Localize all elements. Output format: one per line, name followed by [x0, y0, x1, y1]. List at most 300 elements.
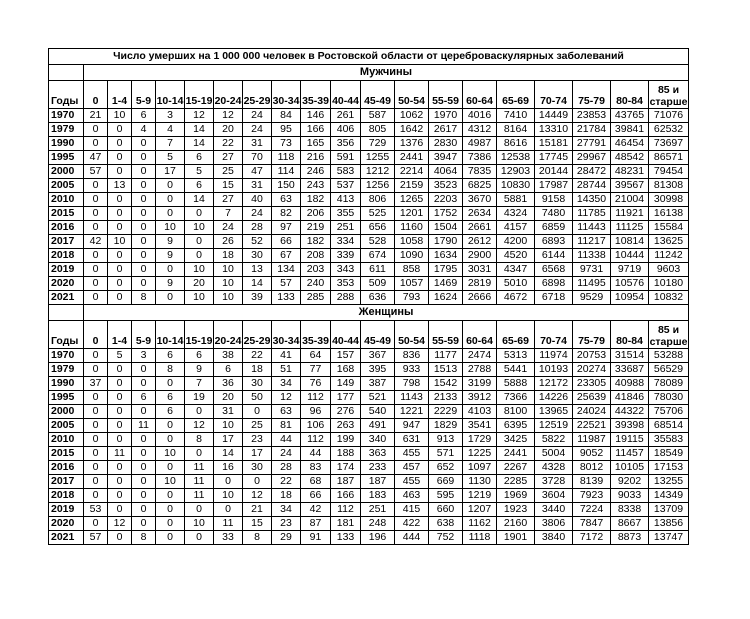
value-cell: 0: [214, 503, 243, 517]
value-cell: 174: [331, 461, 361, 475]
value-cell: 12: [108, 517, 132, 531]
value-cell: 10: [185, 291, 214, 305]
value-cell: 674: [361, 249, 395, 263]
value-cell: 14226: [535, 391, 573, 405]
value-cell: 68: [301, 475, 331, 489]
value-cell: 22: [272, 475, 301, 489]
value-cell: 21: [84, 109, 108, 123]
value-cell: 0: [108, 207, 132, 221]
value-cell: 9052: [573, 447, 611, 461]
value-cell: 10: [156, 447, 185, 461]
value-cell: 0: [132, 221, 156, 235]
value-cell: 203: [301, 263, 331, 277]
table-row: [49, 207, 689, 221]
year-column-header: Годы: [49, 321, 84, 349]
table-row: [49, 531, 689, 545]
value-cell: 11242: [649, 249, 689, 263]
value-cell: 81: [272, 419, 301, 433]
year-cell: 2020: [49, 517, 84, 531]
value-cell: 413: [331, 193, 361, 207]
value-cell: 1795: [429, 263, 463, 277]
value-cell: 10: [156, 475, 185, 489]
table-row: [49, 277, 689, 291]
value-cell: 1729: [463, 433, 497, 447]
table-row: [49, 263, 689, 277]
value-cell: 455: [395, 475, 429, 489]
value-cell: 8: [132, 291, 156, 305]
value-cell: 652: [429, 461, 463, 475]
age-group-header: 35-39: [301, 321, 331, 349]
value-cell: 3947: [429, 151, 463, 165]
table-row: [49, 461, 689, 475]
value-cell: 10: [108, 109, 132, 123]
value-cell: 0: [156, 193, 185, 207]
value-cell: 87: [301, 517, 331, 531]
value-cell: 15: [214, 179, 243, 193]
value-cell: 2441: [395, 151, 429, 165]
value-cell: 20: [214, 391, 243, 405]
value-cell: 84: [272, 109, 301, 123]
value-cell: 11457: [611, 447, 649, 461]
value-cell: 0: [108, 391, 132, 405]
value-cell: 17745: [535, 151, 573, 165]
value-cell: 10: [185, 517, 214, 531]
year-cell: 2000: [49, 165, 84, 179]
value-cell: 2634: [463, 207, 497, 221]
value-cell: 166: [301, 123, 331, 137]
age-group-header: 45-49: [361, 81, 395, 109]
value-cell: 1219: [463, 489, 497, 503]
value-cell: 196: [361, 531, 395, 545]
value-cell: 28: [272, 461, 301, 475]
value-cell: 12: [185, 109, 214, 123]
value-cell: 0: [185, 531, 214, 545]
value-cell: 4520: [497, 249, 535, 263]
value-cell: 78089: [649, 377, 689, 391]
value-cell: 14: [185, 123, 214, 137]
value-cell: 4324: [497, 207, 535, 221]
value-cell: 1090: [395, 249, 429, 263]
value-cell: 0: [185, 235, 214, 249]
value-cell: 406: [331, 123, 361, 137]
header-row: [49, 321, 689, 349]
value-cell: 0: [108, 137, 132, 151]
value-cell: 11: [214, 517, 243, 531]
age-group-header: 80-84: [611, 321, 649, 349]
value-cell: 2900: [463, 249, 497, 263]
value-cell: 0: [108, 123, 132, 137]
value-cell: 10: [214, 489, 243, 503]
value-cell: 11: [185, 461, 214, 475]
value-cell: 0: [84, 193, 108, 207]
year-cell: 1995: [49, 391, 84, 405]
value-cell: 14349: [649, 489, 689, 503]
table-row: [49, 193, 689, 207]
value-cell: 208: [301, 249, 331, 263]
value-cell: 182: [301, 235, 331, 249]
year-cell: 1970: [49, 109, 84, 123]
value-cell: 177: [331, 391, 361, 405]
year-cell: 1979: [49, 123, 84, 137]
value-cell: 288: [331, 291, 361, 305]
value-cell: 57: [84, 165, 108, 179]
value-cell: 10: [108, 235, 132, 249]
value-cell: 251: [361, 503, 395, 517]
value-cell: 248: [361, 517, 395, 531]
value-cell: 183: [361, 489, 395, 503]
value-cell: 15181: [535, 137, 573, 151]
value-cell: 44322: [611, 405, 649, 419]
value-cell: 63: [272, 193, 301, 207]
year-column-header: Годы: [49, 81, 84, 109]
value-cell: 5: [108, 349, 132, 363]
value-cell: 0: [84, 517, 108, 531]
value-cell: 0: [84, 249, 108, 263]
value-cell: 18: [243, 363, 272, 377]
age-group-header: 35-39: [301, 81, 331, 109]
value-cell: 0: [132, 165, 156, 179]
value-cell: 86571: [649, 151, 689, 165]
value-cell: 25639: [573, 391, 611, 405]
value-cell: 9: [156, 277, 185, 291]
value-cell: 31: [243, 137, 272, 151]
value-cell: 3199: [463, 377, 497, 391]
value-cell: 12519: [535, 419, 573, 433]
value-cell: 5888: [497, 377, 535, 391]
year-cell: 2017: [49, 475, 84, 489]
value-cell: 0: [132, 193, 156, 207]
value-cell: 75706: [649, 405, 689, 419]
value-cell: 355: [331, 207, 361, 221]
value-cell: 0: [84, 263, 108, 277]
value-cell: 0: [108, 475, 132, 489]
age-group-header: 1-4: [108, 321, 132, 349]
value-cell: 5: [156, 151, 185, 165]
value-cell: 7480: [535, 207, 573, 221]
table-row: [49, 165, 689, 179]
value-cell: 6: [185, 179, 214, 193]
value-cell: 0: [132, 433, 156, 447]
table-row: [49, 405, 689, 419]
value-cell: 1255: [361, 151, 395, 165]
value-cell: 19: [185, 391, 214, 405]
value-cell: 0: [156, 419, 185, 433]
age-group-header: 5-9: [132, 321, 156, 349]
value-cell: 134: [272, 263, 301, 277]
value-cell: 112: [331, 503, 361, 517]
value-cell: 36: [214, 377, 243, 391]
value-cell: 219: [301, 221, 331, 235]
value-cell: 0: [108, 277, 132, 291]
value-cell: 6859: [535, 221, 573, 235]
section-spacer-cell: [49, 65, 84, 81]
value-cell: 0: [132, 489, 156, 503]
value-cell: 26: [214, 235, 243, 249]
value-cell: 12: [243, 489, 272, 503]
value-cell: 41846: [611, 391, 649, 405]
value-cell: 2203: [429, 193, 463, 207]
value-cell: 540: [361, 405, 395, 419]
value-cell: 17: [214, 433, 243, 447]
value-cell: 1265: [395, 193, 429, 207]
value-cell: 106: [301, 419, 331, 433]
value-cell: 11443: [573, 221, 611, 235]
value-cell: 1160: [395, 221, 429, 235]
table-row: [49, 377, 689, 391]
value-cell: 2666: [463, 291, 497, 305]
value-cell: 38: [214, 349, 243, 363]
value-cell: 30: [243, 461, 272, 475]
value-cell: 67: [272, 249, 301, 263]
value-cell: 1057: [395, 277, 429, 291]
year-cell: 1990: [49, 377, 84, 391]
value-cell: 165: [301, 137, 331, 151]
value-cell: 6144: [535, 249, 573, 263]
value-cell: 28: [243, 221, 272, 235]
value-cell: 1162: [463, 517, 497, 531]
value-cell: 22521: [573, 419, 611, 433]
value-cell: 8667: [611, 517, 649, 531]
value-cell: 3523: [429, 179, 463, 193]
value-cell: 1642: [395, 123, 429, 137]
value-cell: 7410: [497, 109, 535, 123]
value-cell: 669: [429, 475, 463, 489]
value-cell: 0: [132, 235, 156, 249]
value-cell: 133: [272, 291, 301, 305]
value-cell: 216: [301, 151, 331, 165]
value-cell: 3: [156, 109, 185, 123]
value-cell: 27: [214, 151, 243, 165]
value-cell: 521: [361, 391, 395, 405]
value-cell: 3541: [463, 419, 497, 433]
value-cell: 233: [361, 461, 395, 475]
value-cell: 20753: [573, 349, 611, 363]
value-cell: 206: [301, 207, 331, 221]
value-cell: 0: [108, 419, 132, 433]
value-cell: 6898: [535, 277, 573, 291]
value-cell: 8: [132, 531, 156, 545]
year-cell: 2016: [49, 461, 84, 475]
age-group-header: 65-69: [497, 321, 535, 349]
value-cell: 4: [132, 123, 156, 137]
value-cell: 23: [243, 433, 272, 447]
value-cell: 571: [429, 447, 463, 461]
value-cell: 10193: [535, 363, 573, 377]
table-row: [49, 151, 689, 165]
value-cell: 0: [108, 363, 132, 377]
value-cell: 12: [185, 419, 214, 433]
value-cell: 112: [301, 391, 331, 405]
value-cell: 0: [84, 489, 108, 503]
value-cell: 6718: [535, 291, 573, 305]
value-cell: 0: [132, 363, 156, 377]
value-cell: 23853: [573, 109, 611, 123]
value-cell: 0: [84, 433, 108, 447]
value-cell: 13: [108, 179, 132, 193]
value-cell: 263: [331, 419, 361, 433]
value-cell: 42: [84, 235, 108, 249]
value-cell: 3425: [497, 433, 535, 447]
age-group-header: 25-29: [243, 321, 272, 349]
value-cell: 415: [395, 503, 429, 517]
value-cell: 10: [214, 263, 243, 277]
value-cell: 0: [243, 405, 272, 419]
value-cell: 27: [214, 193, 243, 207]
value-cell: 805: [361, 123, 395, 137]
value-cell: 10180: [649, 277, 689, 291]
value-cell: 12: [272, 391, 301, 405]
value-cell: 1097: [463, 461, 497, 475]
value-cell: 2617: [429, 123, 463, 137]
value-cell: 276: [331, 405, 361, 419]
value-cell: 595: [429, 489, 463, 503]
value-cell: 1177: [429, 349, 463, 363]
value-cell: 97: [272, 221, 301, 235]
table-row: [49, 503, 689, 517]
value-cell: 6893: [535, 235, 573, 249]
value-cell: 24: [243, 109, 272, 123]
value-cell: 1504: [429, 221, 463, 235]
value-cell: 0: [243, 475, 272, 489]
value-cell: 181: [331, 517, 361, 531]
value-cell: 1790: [429, 235, 463, 249]
value-cell: 13310: [535, 123, 573, 137]
value-cell: 395: [361, 363, 395, 377]
value-cell: 9731: [573, 263, 611, 277]
value-cell: 52: [243, 235, 272, 249]
value-cell: 44: [301, 447, 331, 461]
value-cell: 57: [84, 531, 108, 545]
age-group-header: 80-84: [611, 81, 649, 109]
value-cell: 363: [361, 447, 395, 461]
value-cell: 39841: [611, 123, 649, 137]
value-cell: 457: [395, 461, 429, 475]
value-cell: 14449: [535, 109, 573, 123]
value-cell: 0: [108, 165, 132, 179]
value-cell: 3728: [535, 475, 573, 489]
value-cell: 5: [185, 165, 214, 179]
table-row: [49, 363, 689, 377]
value-cell: 21004: [611, 193, 649, 207]
table-row: [49, 123, 689, 137]
value-cell: 8616: [497, 137, 535, 151]
age-group-header: 25-29: [243, 81, 272, 109]
value-cell: 491: [361, 419, 395, 433]
section-row: [49, 305, 689, 321]
value-cell: 4064: [429, 165, 463, 179]
age-group-header: 50-54: [395, 81, 429, 109]
value-cell: 0: [185, 249, 214, 263]
year-cell: 2000: [49, 405, 84, 419]
value-cell: 1201: [395, 207, 429, 221]
value-cell: 6825: [463, 179, 497, 193]
age-group-header: 15-19: [185, 321, 214, 349]
year-cell: 2017: [49, 235, 84, 249]
value-cell: 1752: [429, 207, 463, 221]
value-cell: 39: [243, 291, 272, 305]
value-cell: 4347: [497, 263, 535, 277]
value-cell: 3912: [463, 391, 497, 405]
value-cell: 1513: [429, 363, 463, 377]
value-cell: 463: [395, 489, 429, 503]
value-cell: 168: [331, 363, 361, 377]
value-cell: 0: [84, 179, 108, 193]
year-cell: 2021: [49, 291, 84, 305]
value-cell: 71076: [649, 109, 689, 123]
value-cell: 13965: [535, 405, 573, 419]
age-group-header: 20-24: [214, 81, 243, 109]
value-cell: 8: [185, 433, 214, 447]
value-cell: 2612: [463, 235, 497, 249]
value-cell: 11217: [573, 235, 611, 249]
table-row: [49, 475, 689, 489]
value-cell: 656: [361, 221, 395, 235]
value-cell: 591: [331, 151, 361, 165]
value-cell: 798: [395, 377, 429, 391]
table-row: [49, 221, 689, 235]
value-cell: 18549: [649, 447, 689, 461]
value-cell: 25: [214, 165, 243, 179]
value-cell: 24: [243, 123, 272, 137]
year-cell: 2010: [49, 193, 84, 207]
age-group-header: 0: [84, 81, 108, 109]
value-cell: 20: [214, 123, 243, 137]
value-cell: 57: [272, 277, 301, 291]
mortality-table-sheet: [48, 48, 689, 545]
value-cell: 2819: [463, 277, 497, 291]
value-cell: 20274: [573, 363, 611, 377]
value-cell: 1634: [429, 249, 463, 263]
value-cell: 10576: [611, 277, 649, 291]
value-cell: 8100: [497, 405, 535, 419]
value-cell: 7: [214, 207, 243, 221]
year-cell: 2018: [49, 489, 84, 503]
value-cell: 7835: [463, 165, 497, 179]
title-row: [49, 49, 689, 65]
value-cell: 0: [156, 291, 185, 305]
year-cell: 1979: [49, 363, 84, 377]
value-cell: 13709: [649, 503, 689, 517]
value-cell: 9719: [611, 263, 649, 277]
value-cell: 66: [272, 235, 301, 249]
year-cell: 2019: [49, 503, 84, 517]
table-row: [49, 179, 689, 193]
value-cell: 39398: [611, 419, 649, 433]
value-cell: 14: [214, 447, 243, 461]
value-cell: 9529: [573, 291, 611, 305]
value-cell: 8: [156, 363, 185, 377]
value-cell: 7224: [573, 503, 611, 517]
value-cell: 166: [331, 489, 361, 503]
value-cell: 6: [156, 405, 185, 419]
value-cell: 636: [361, 291, 395, 305]
value-cell: 0: [156, 179, 185, 193]
section-label: Женщины: [84, 305, 689, 321]
value-cell: 1118: [463, 531, 497, 545]
value-cell: 13747: [649, 531, 689, 545]
table-row: [49, 349, 689, 363]
value-cell: 118: [272, 151, 301, 165]
value-cell: 16138: [649, 207, 689, 221]
value-cell: 9033: [611, 489, 649, 503]
value-cell: 10954: [611, 291, 649, 305]
value-cell: 53288: [649, 349, 689, 363]
value-cell: 20144: [535, 165, 573, 179]
table-row: [49, 433, 689, 447]
value-cell: 11987: [573, 433, 611, 447]
value-cell: 0: [132, 249, 156, 263]
value-cell: 8139: [573, 475, 611, 489]
